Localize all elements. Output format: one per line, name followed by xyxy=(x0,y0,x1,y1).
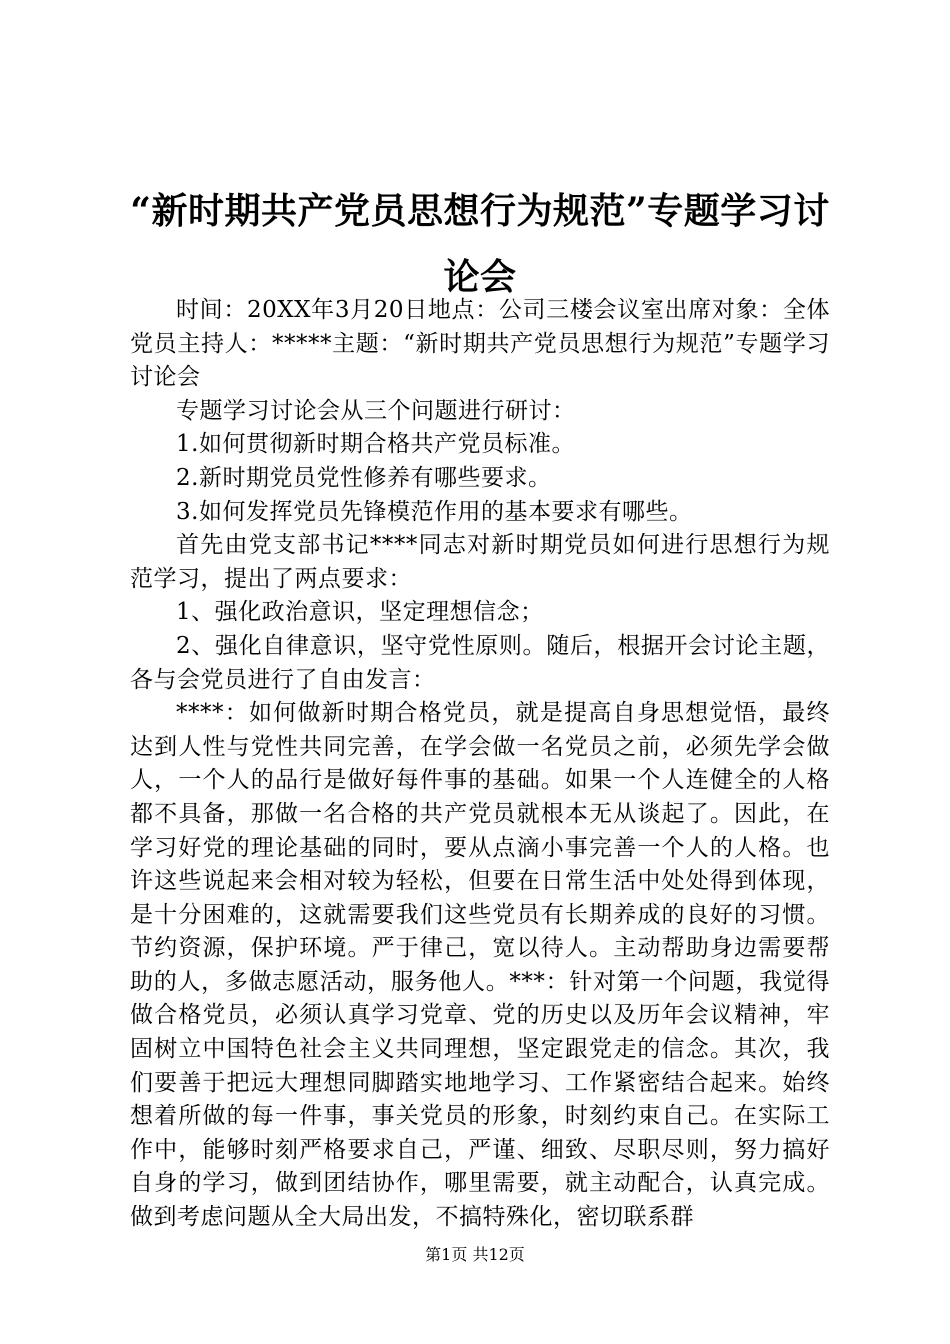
secretary-paragraph: 首先由党支部书记****同志对新时期党员如何进行思想行为规范学习，提出了两点要求： xyxy=(130,532,830,592)
requirement-2-paragraph: 2、强化自律意识，坚守党性原则。随后，根据开会讨论主题，各与会党员进行了自由发言： xyxy=(130,632,830,693)
requirement-1-paragraph: 1、强化政治意识，坚定理想信念； xyxy=(176,599,544,626)
document-body xyxy=(130,294,830,1235)
question-3-paragraph: 3.如何发挥党员先锋模范作用的基本要求有哪些。 xyxy=(176,498,693,525)
page-number-footer: 第1页 共12页 xyxy=(425,1245,525,1264)
discussion-intro-paragraph: 专题学习讨论会从三个问题进行研讨： xyxy=(176,397,576,424)
meeting-info-paragraph: 时间：20XX年3月20日地点：公司三楼会议室出席对象：全体党员主持人：*****主题：“新时期共产党员思想行为规范”专题学习讨论会 xyxy=(130,297,830,391)
document-title: “新时期共产党员思想行为规范”专题学习讨论会 xyxy=(130,190,830,298)
question-1-paragraph: 1.如何贯彻新时期合格共产党员标准。 xyxy=(176,431,575,458)
question-2-paragraph: 2.新时期党员党性修养有哪些要求。 xyxy=(176,464,552,491)
speech-paragraph: ****：如何做新时期合格党员，就是提高自身思想觉悟，最终达到人性与党性共同完善，在学会做一名党员之前，必须先学会做人，一个人的品行是做好每件事的基础。如果一个人连健全的人格都不具备，那做一名合格的共产党员就根本无从谈起了。因此，在学习好党的理论基础的同时，要从点滴小事完善一个人的人格。也许这些说起来会相对较为轻松，但要在日常生活中处处得到体现，是十分困难的，这就需要我们这些党员有长期养成的良好的习惯。节约资源，保护环境。严于律己，宽以待人。主动帮助身边需要帮助的人，多做志愿活动，服务他人。***：针对第一个问题，我觉得做合格党员，必须认真学习党章、党的历史以及历年会议精神，牢固树立中国特色社会主义共同理想，坚定跟党走的信念。其次，我们要善于把远大理想同脚踏实地地学习、工作紧密结合起来。始终想着所做的每一件事，事关党员的形象，时刻约束自己。在实际工作中，能够时刻严格要求自己，严谨、细致、尽职尽则，努力搞好自身的学习，做到团结协作，哪里需要，就主动配合，认真完成。做到考虑问题从全大局出发，不搞特殊化，密切联系群 xyxy=(130,700,830,1231)
